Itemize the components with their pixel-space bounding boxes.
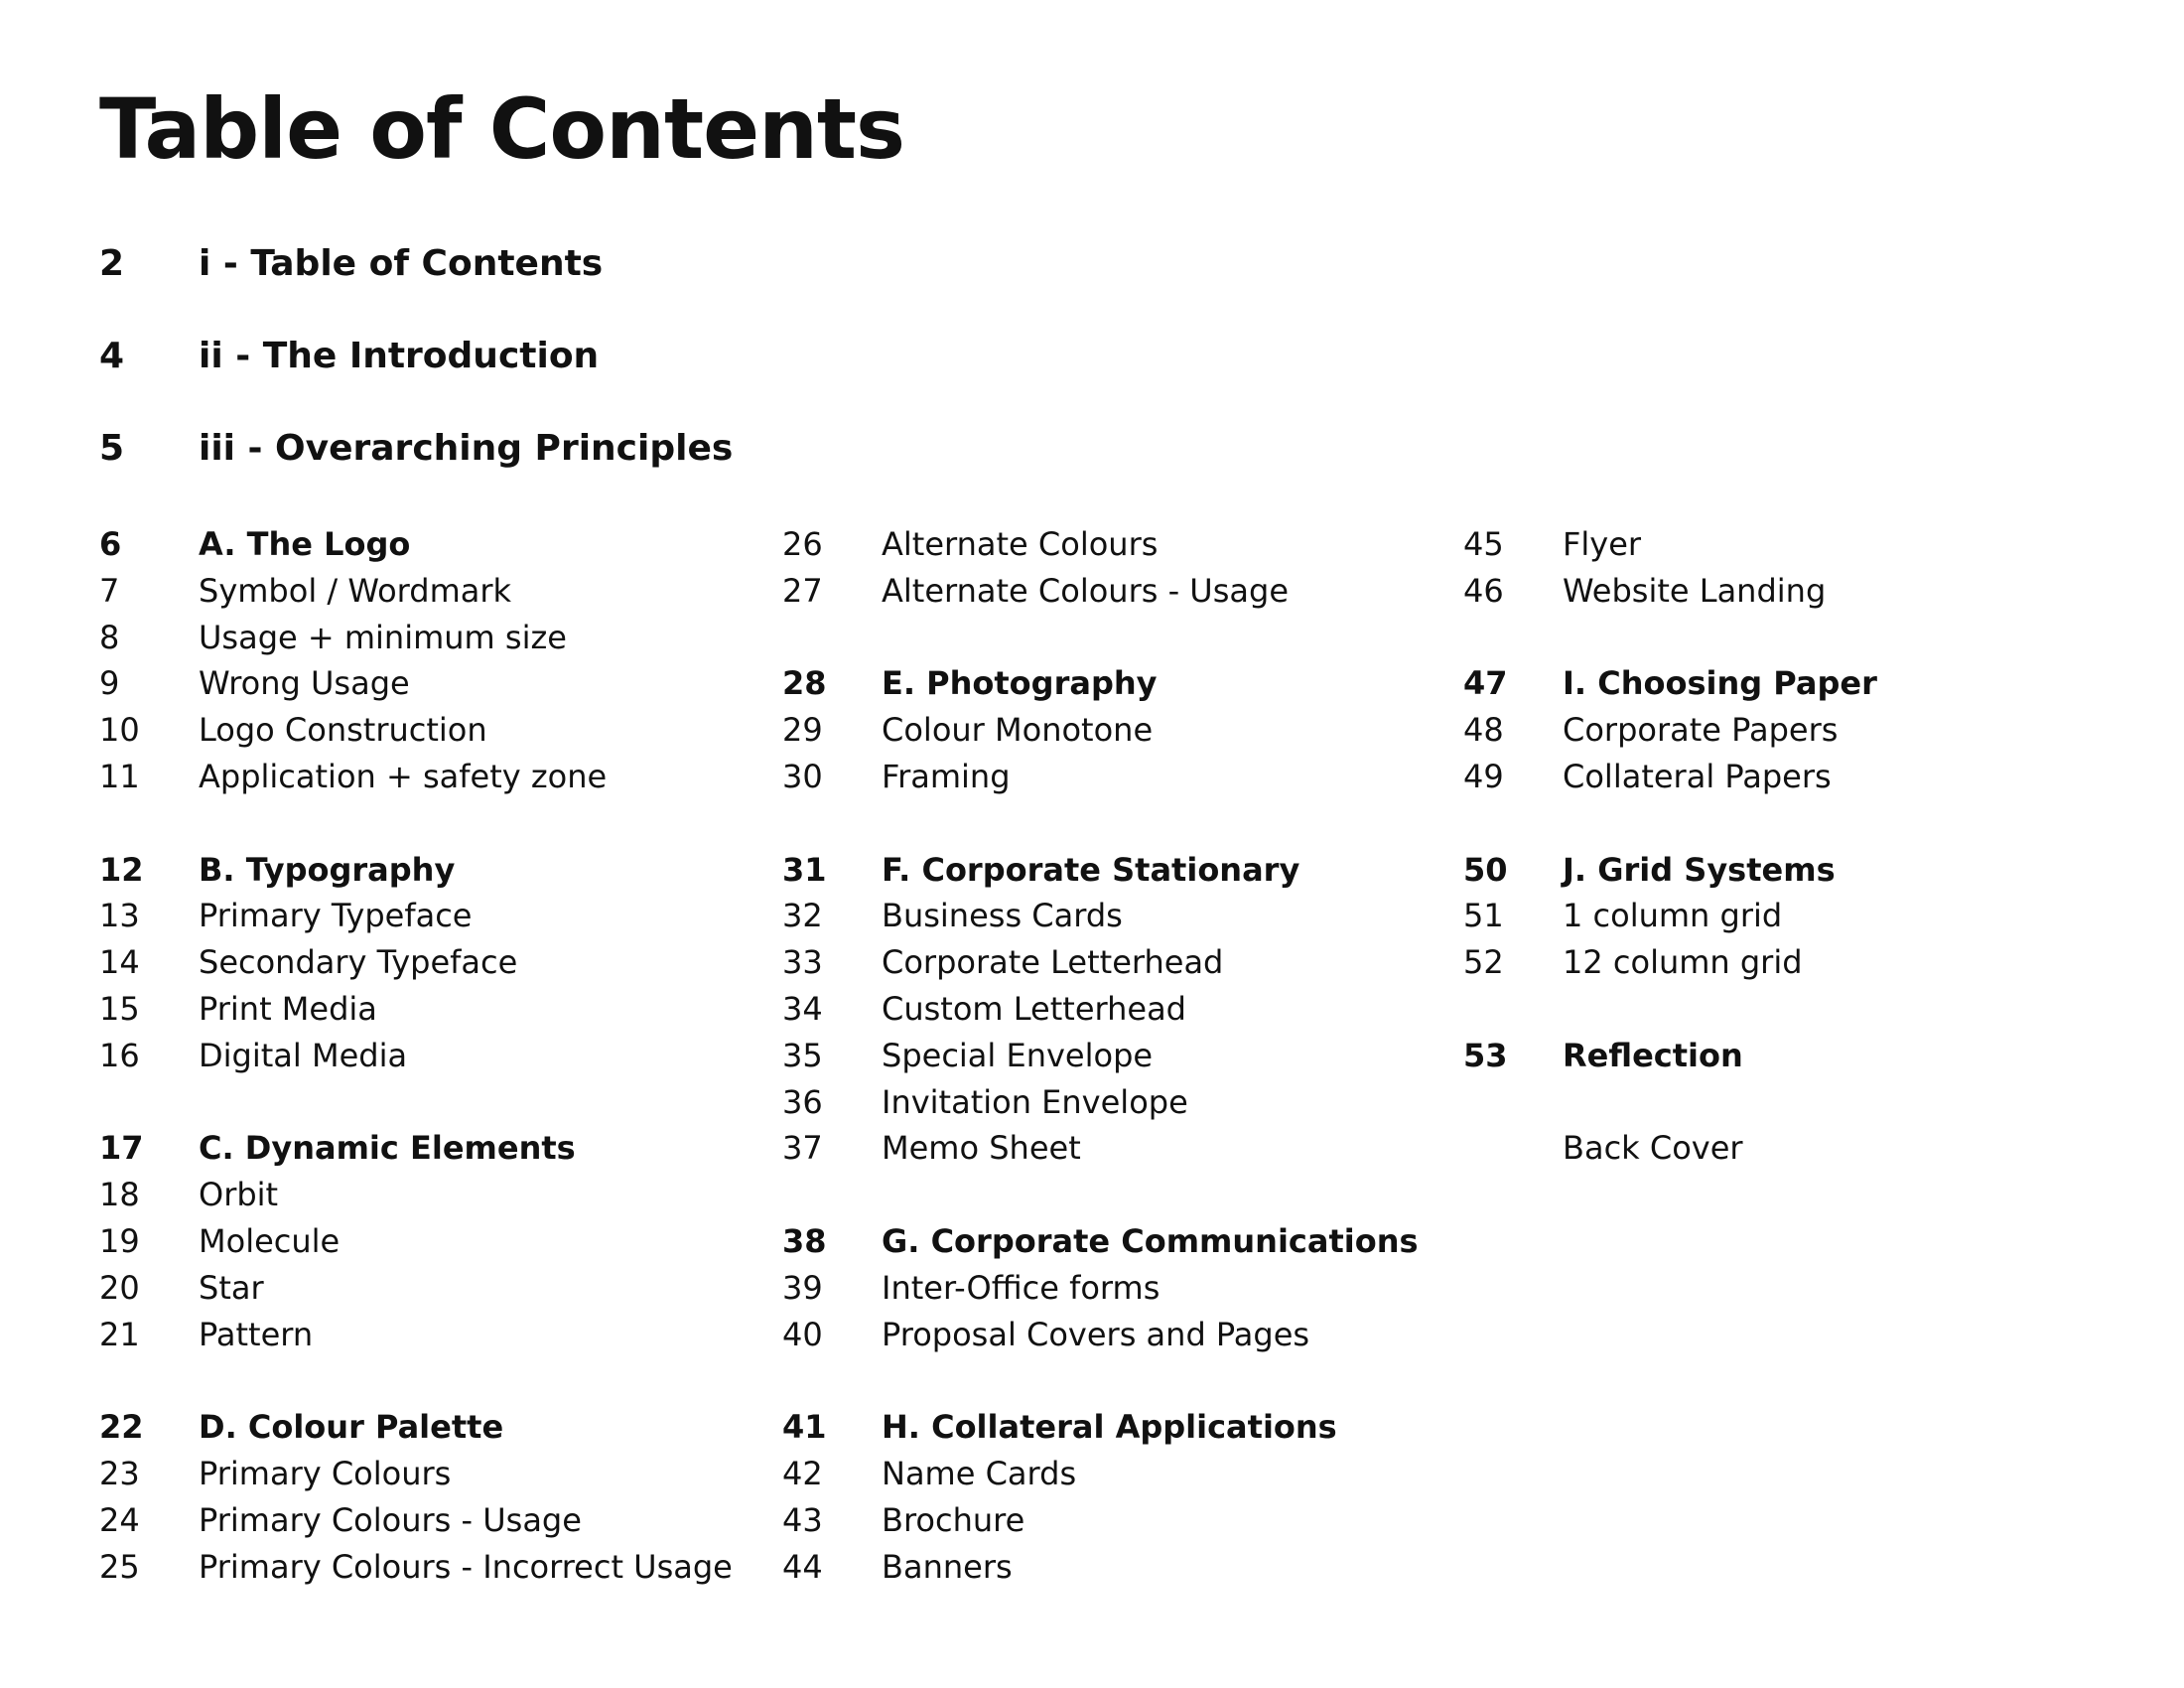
toc-page-number: 8 <box>99 618 120 656</box>
toc-entry-label: Primary Colours - Incorrect Usage <box>199 1547 733 1586</box>
toc-page-number: 39 <box>782 1268 823 1307</box>
toc-page-number: 30 <box>782 758 823 795</box>
toc-entry-label: Website Landing <box>1563 571 1827 610</box>
toc-entry-label: Corporate Papers <box>1563 711 1839 750</box>
toc-entry-label: B. Typography <box>199 850 456 889</box>
toc-page-number: 29 <box>782 711 823 750</box>
toc-entry-label: Collateral Papers <box>1563 758 1832 795</box>
toc-entry-label: I. Choosing Paper <box>1563 664 1877 703</box>
toc-entry-label: C. Dynamic Elements <box>199 1129 576 1168</box>
toc-page-number: 16 <box>99 1036 140 1074</box>
toc-entry-label: i - Table of Contents <box>199 243 604 284</box>
toc-page-number: 35 <box>782 1036 823 1074</box>
toc-entry-label: iii - Overarching Principles <box>199 428 734 469</box>
toc-page-number: 51 <box>1463 897 1504 935</box>
toc-entry-label: F. Corporate Stationary <box>882 850 1300 889</box>
toc-page-number: 28 <box>782 664 827 703</box>
toc-page-number: 22 <box>99 1408 144 1447</box>
toc-entry-label: Primary Typeface <box>199 897 473 935</box>
toc-entry-label: Reflection <box>1563 1036 1743 1074</box>
toc-page-number: 45 <box>1463 525 1504 563</box>
toc-entry-label: Orbit <box>199 1176 279 1214</box>
toc-page-number: 20 <box>99 1268 140 1307</box>
toc-entry-label: Symbol / Wordmark <box>199 571 512 610</box>
toc-entry-label: Business Cards <box>882 897 1123 935</box>
toc-entry-label: Banners <box>882 1547 1013 1586</box>
toc-entry-label: Molecule <box>199 1222 341 1260</box>
toc-page-number: 32 <box>782 897 823 935</box>
toc-entry-label: Secondary Typeface <box>199 943 518 982</box>
toc-page-number: 6 <box>99 525 122 563</box>
toc-entry-label: Name Cards <box>882 1455 1077 1492</box>
toc-entry-label: ii - The Introduction <box>199 336 600 376</box>
toc-page-number: 14 <box>99 943 140 982</box>
toc-entry-label: Memo Sheet <box>882 1129 1081 1168</box>
toc-page-number: 11 <box>99 758 140 795</box>
toc-page-number: 36 <box>782 1082 823 1121</box>
toc-page-number: 38 <box>782 1222 827 1260</box>
toc-entry-label: Colour Monotone <box>882 711 1154 750</box>
toc-entry-label: Corporate Letterhead <box>882 943 1224 982</box>
page-title: Table of Contents <box>99 80 905 178</box>
toc-entry-label: Framing <box>882 758 1011 795</box>
toc-entry-label: Logo Construction <box>199 711 487 750</box>
toc-entry-label: Flyer <box>1563 525 1642 563</box>
toc-entry-label: Primary Colours - Usage <box>199 1500 582 1539</box>
toc-page-number: 44 <box>782 1547 823 1586</box>
toc-entry-label: 12 column grid <box>1563 943 1803 982</box>
toc-page-number: 7 <box>99 571 120 610</box>
toc-page-number: 43 <box>782 1500 823 1539</box>
toc-entry-label: Print Media <box>199 990 377 1028</box>
toc-page-number: 47 <box>1463 664 1508 703</box>
toc-entry-label: Alternate Colours - Usage <box>882 571 1289 610</box>
toc-page-number: 18 <box>99 1176 140 1214</box>
toc-page-number: 15 <box>99 990 140 1028</box>
toc-entry-label: Alternate Colours <box>882 525 1159 563</box>
toc-page-number: 34 <box>782 990 823 1028</box>
toc-entry-label: Invitation Envelope <box>882 1082 1188 1121</box>
toc-entry-label: Back Cover <box>1563 1129 1743 1168</box>
toc-page-number: 42 <box>782 1455 823 1492</box>
toc-page-number: 10 <box>99 711 140 750</box>
toc-entry-label: Wrong Usage <box>199 664 410 703</box>
toc-page-number: 46 <box>1463 571 1504 610</box>
toc-entry-label: Digital Media <box>199 1036 408 1074</box>
toc-entry-label: E. Photography <box>882 664 1158 703</box>
toc-entry-label: J. Grid Systems <box>1563 850 1836 889</box>
toc-entry-label: Proposal Covers and Pages <box>882 1315 1310 1353</box>
toc-page-number: 33 <box>782 943 823 982</box>
toc-entry-label: Brochure <box>882 1500 1025 1539</box>
toc-page-number: 50 <box>1463 850 1508 889</box>
toc-page-number: 53 <box>1463 1036 1508 1074</box>
toc-page-number: 12 <box>99 850 144 889</box>
toc-page-number: 5 <box>99 428 125 469</box>
toc-page-number: 31 <box>782 850 827 889</box>
toc-page-number: 27 <box>782 571 823 610</box>
toc-page-number: 37 <box>782 1129 823 1168</box>
toc-page-number: 40 <box>782 1315 823 1353</box>
toc-page-number: 48 <box>1463 711 1504 750</box>
toc-entry-label: A. The Logo <box>199 525 411 563</box>
toc-page-number: 52 <box>1463 943 1504 982</box>
toc-page-number: 26 <box>782 525 823 563</box>
toc-page-number: 21 <box>99 1315 140 1353</box>
toc-entry-label: Custom Letterhead <box>882 990 1186 1028</box>
toc-entry-label: Inter-Office forms <box>882 1268 1160 1307</box>
toc-entry-label: 1 column grid <box>1563 897 1783 935</box>
toc-entry-label: Star <box>199 1268 264 1307</box>
toc-entry-label: Application + safety zone <box>199 758 608 795</box>
toc-entry-label: Special Envelope <box>882 1036 1154 1074</box>
toc-entry-label: G. Corporate Communications <box>882 1222 1419 1260</box>
toc-page-number: 49 <box>1463 758 1504 795</box>
toc-entry-label: Primary Colours <box>199 1455 452 1492</box>
toc-page-number: 17 <box>99 1129 144 1168</box>
toc-page-number: 13 <box>99 897 140 935</box>
toc-page-number: 2 <box>99 243 125 284</box>
toc-entry-label: D. Colour Palette <box>199 1408 504 1447</box>
toc-page-number: 19 <box>99 1222 140 1260</box>
toc-page-number: 9 <box>99 664 120 703</box>
toc-entry-label: Usage + minimum size <box>199 618 567 656</box>
toc-page-number: 24 <box>99 1500 140 1539</box>
toc-page-number: 41 <box>782 1408 827 1447</box>
toc-page-number: 23 <box>99 1455 140 1492</box>
toc-entry-label: H. Collateral Applications <box>882 1408 1337 1447</box>
toc-page-number: 25 <box>99 1547 140 1586</box>
toc-entry-label: Pattern <box>199 1315 314 1353</box>
toc-page-number: 4 <box>99 336 125 376</box>
